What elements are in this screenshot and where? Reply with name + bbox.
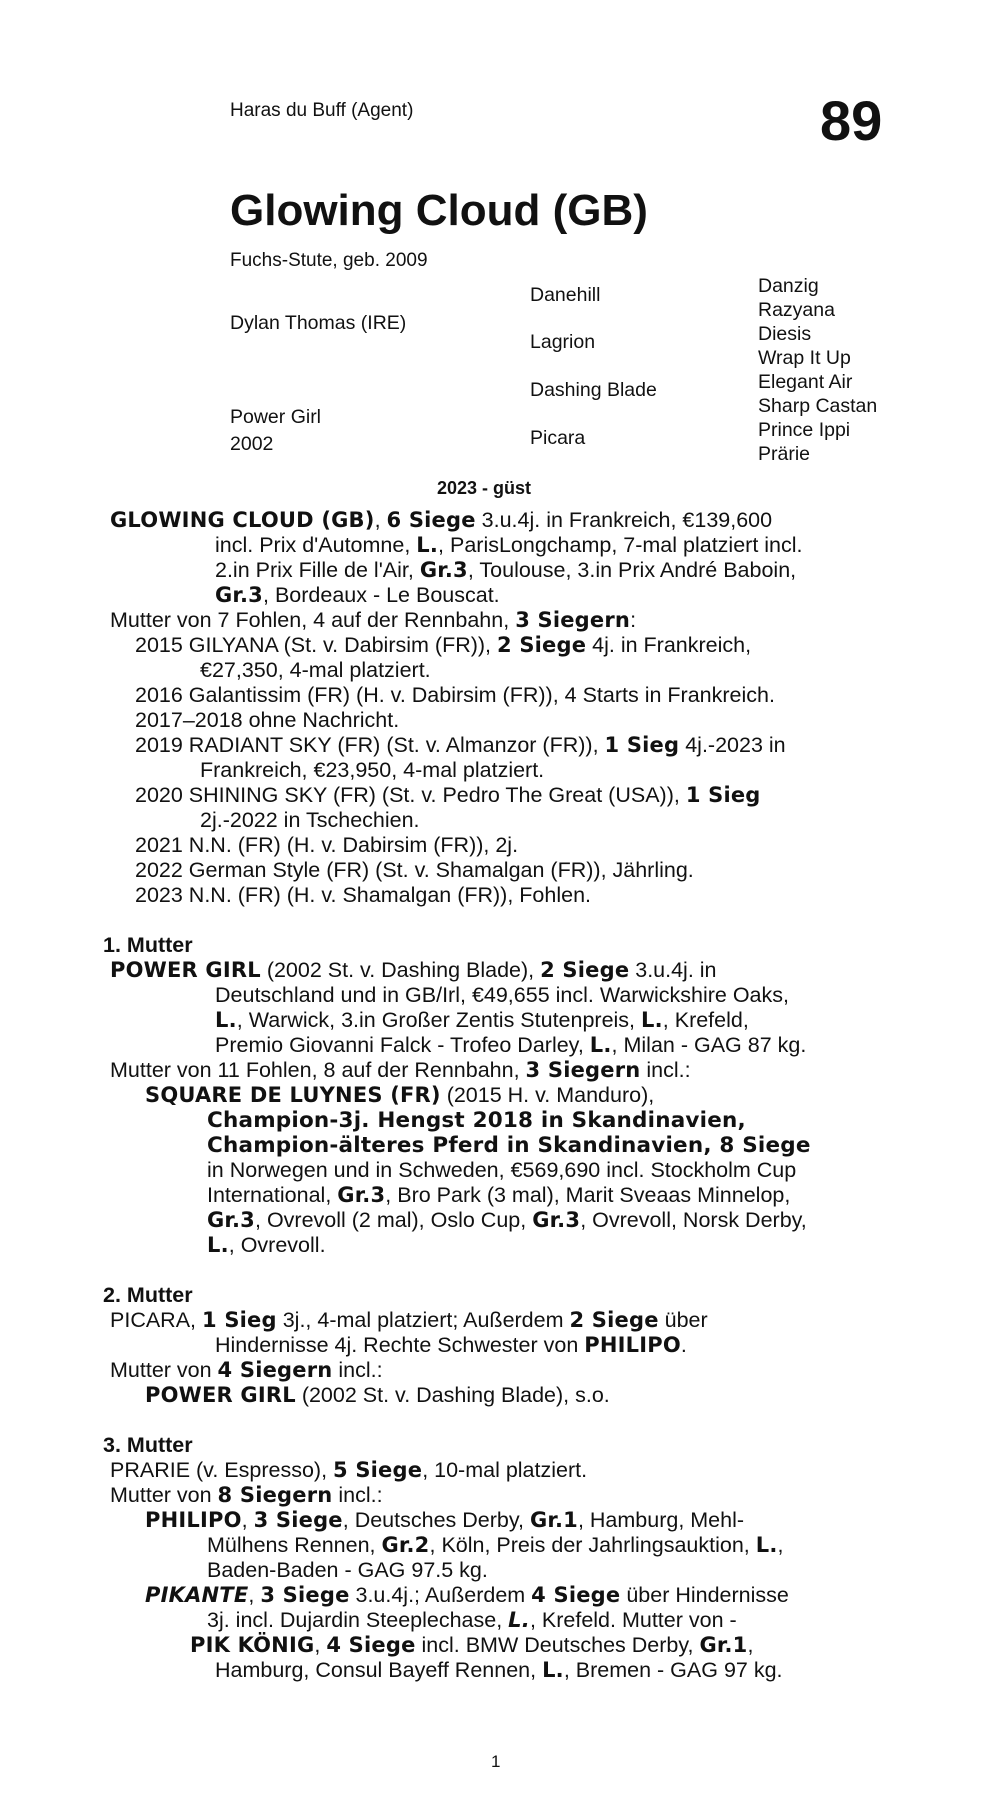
square-de-luynes-line-3: Champion-älteres Pferd in Skandinavien, 8 Siege: [207, 1133, 811, 1158]
gg-4: Wrap It Up: [758, 347, 851, 369]
granddam-maternal: Picara: [530, 427, 586, 449]
first-dam-line-2: Deutschland und in GB/Irl, €49,655 incl. Warwickshire Oaks,: [215, 983, 789, 1007]
gg-3: Diesis: [758, 323, 812, 345]
gg-5: Elegant Air: [758, 371, 853, 393]
gg-1: Danzig: [758, 275, 819, 297]
square-de-luynes-line-1: SQUARE DE LUYNES (FR) (2015 H. v. Manduro),: [145, 1083, 655, 1107]
produce-2022: 2022 German Style (FR) (St. v. Shamalgan (FR)), Jährling.: [135, 858, 694, 882]
gg-2: Razyana: [758, 299, 835, 321]
produce-summary: Mutter von 7 Fohlen, 4 auf der Rennbahn, 3 Siegern:: [110, 608, 637, 632]
record-line-4: Gr.3, Bordeaux - Le Bouscat.: [215, 583, 500, 607]
dam-year: 2002: [230, 433, 274, 455]
square-de-luynes-line-2: Champion-3j. Hengst 2018 in Skandinavien,: [207, 1108, 746, 1133]
grandsire-maternal: Dashing Blade: [530, 379, 657, 401]
pik-koenig-line-1: PIK KÖNIG, 4 Siege incl. BMW Deutsches Derby, Gr.1,: [190, 1633, 754, 1657]
third-dam-line-1: PRARIE (v. Espresso), 5 Siege, 10-mal platziert.: [110, 1458, 588, 1482]
second-dam-line-1: PICARA, 1 Sieg 3j., 4-mal platziert; Außerdem 2 Siege über: [110, 1308, 708, 1332]
gg-7: Prince Ippi: [758, 419, 851, 441]
gg-8: Prärie: [758, 443, 811, 465]
square-de-luynes-line-7: L., Ovrevoll.: [207, 1233, 326, 1257]
produce-2017: 2017–2018 ohne Nachricht.: [135, 708, 400, 732]
first-dam-heading: 1. Mutter: [103, 933, 193, 957]
lot-number: 89: [820, 89, 883, 152]
second-dam-line-2: Hindernisse 4j. Rechte Schwester von PHILIPO.: [215, 1333, 687, 1357]
philipo-line-3: Baden-Baden - GAG 97.5 kg.: [207, 1558, 488, 1582]
first-dam-line-3: L., Warwick, 3.in Großer Zentis Stutenpreis, L., Krefeld,: [215, 1008, 749, 1032]
sire: Dylan Thomas (IRE): [230, 312, 407, 334]
breeding-report: 2023 - güst: [437, 478, 532, 498]
square-de-luynes-line-4: in Norwegen und in Schweden, €569,690 incl. Stockholm Cup: [207, 1158, 797, 1182]
produce-2021: 2021 N.N. (FR) (H. v. Dabirsim (FR)), 2j.: [135, 833, 519, 857]
great-grandparents: [758, 274, 877, 466]
pikante-line-1: PIKANTE, 3 Siege 3.u.4j.; Außerdem 4 Siege über Hindernisse: [145, 1583, 789, 1607]
produce-2023: 2023 N.N. (FR) (H. v. Shamalgan (FR)), Fohlen.: [135, 883, 592, 907]
horse-name: Glowing Cloud (GB): [230, 186, 648, 235]
produce-2016: 2016 Galantissim (FR) (H. v. Dabirsim (FR)), 4 Starts in Frankreich.: [135, 683, 775, 707]
record-line-1: GLOWING CLOUD (GB), 6 Siege 3.u.4j. in Frankreich, €139,600: [110, 508, 773, 532]
second-dam-heading: 2. Mutter: [103, 1283, 193, 1307]
produce-2020-cont: 2j.-2022 in Tschechien.: [200, 808, 420, 832]
produce-2015: 2015 GILYANA (St. v. Dabirsim (FR)), 2 Siege 4j. in Frankreich,: [135, 633, 752, 657]
pik-koenig-line-2: Hamburg, Consul Bayeff Rennen, L., Bremen - GAG 97 kg.: [215, 1658, 783, 1682]
first-dam-line-4: Premio Giovanni Falck - Trofeo Darley, L., Milan - GAG 87 kg.: [215, 1033, 807, 1057]
pikante-line-2: 3j. incl. Dujardin Steeplechase, L., Krefeld. Mutter von -: [207, 1608, 737, 1632]
first-dam-line-1: POWER GIRL (2002 St. v. Dashing Blade), 2 Siege 3.u.4j. in: [110, 958, 717, 982]
first-dam-produce: Mutter von 11 Fohlen, 8 auf der Rennbahn, 3 Siegern incl.:: [110, 1058, 691, 1082]
produce-2015-cont: €27,350, 4-mal platziert.: [200, 658, 431, 682]
philipo-line-2: Mülhens Rennen, Gr.2, Köln, Preis der Jahrlingsauktion, L.,: [207, 1533, 784, 1557]
square-de-luynes-line-5: International, Gr.3, Bro Park (3 mal), Marit Sveaas Minnelop,: [207, 1183, 791, 1207]
square-de-luynes-line-6: Gr.3, Ovrevoll (2 mal), Oslo Cup, Gr.3, Ovrevoll, Norsk Derby,: [207, 1208, 807, 1232]
gg-6: Sharp Castan: [758, 395, 878, 417]
record-line-3: 2.in Prix Fille de l'Air, Gr.3, Toulouse, 3.in Prix André Baboin,: [215, 558, 797, 582]
consignor: Haras du Buff (Agent): [230, 100, 414, 121]
second-dam-power-girl: POWER GIRL (2002 St. v. Dashing Blade), s.o.: [145, 1383, 610, 1407]
philipo-line-1: PHILIPO, 3 Siege, Deutsches Derby, Gr.1, Hamburg, Mehl-: [145, 1508, 745, 1532]
second-dam-produce: Mutter von 4 Siegern incl.:: [110, 1358, 383, 1382]
granddam-paternal: Lagrion: [530, 331, 596, 353]
produce-2020: 2020 SHINING SKY (FR) (St. v. Pedro The Great (USA)), 1 Sieg: [135, 783, 761, 807]
produce-2019: 2019 RADIANT SKY (FR) (St. v. Almanzor (FR)), 1 Sieg 4j.-2023 in: [135, 733, 786, 757]
dam: Power Girl: [230, 406, 322, 428]
produce-2019-cont: Frankreich, €23,950, 4-mal platziert.: [200, 758, 545, 782]
grandsire-paternal: Danehill: [530, 284, 601, 306]
horse-description: Fuchs-Stute, geb. 2009: [230, 250, 428, 271]
third-dam-produce: Mutter von 8 Siegern incl.:: [110, 1483, 383, 1507]
record-line-2: incl. Prix d'Automne, L., ParisLongchamp, 7-mal platziert incl.: [215, 533, 803, 557]
third-dam-heading: 3. Mutter: [103, 1433, 193, 1457]
page-number: 1: [491, 1752, 501, 1771]
